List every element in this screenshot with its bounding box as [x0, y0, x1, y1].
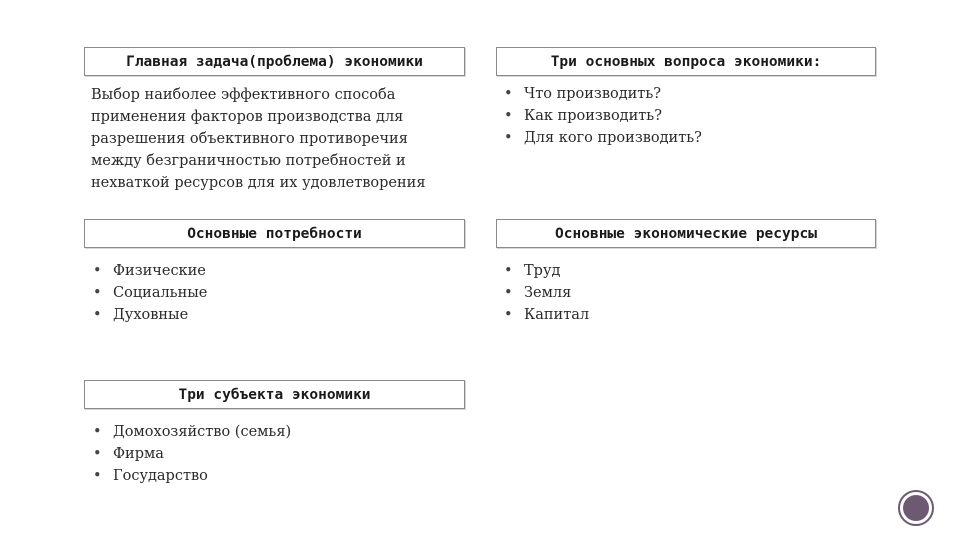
list-item: • Как производить?: [500, 105, 702, 127]
list-item: • Земля: [500, 282, 589, 304]
main-task-header: [84, 47, 465, 76]
list-item: • Капитал: [500, 304, 589, 326]
three-questions-header: [496, 47, 876, 76]
three-subjects-list: [89, 421, 291, 487]
main-task-text: Выбор наиболее эффективного способа применения факторов производства для разрешения объективного противоречия между безграничностью потребностей и нехваткой ресурсов для их удовлетворения: [91, 87, 426, 191]
economic-resources-header: [496, 219, 876, 248]
list-item: • Труд: [500, 260, 589, 282]
nav-circle-inner: [903, 495, 929, 521]
list-item: • Домохозяйство (семья): [89, 421, 291, 443]
list-item: • Что производить?: [500, 83, 702, 105]
slide-nav-circle-icon[interactable]: [898, 490, 934, 526]
list-item: • Для кого производить?: [500, 127, 702, 149]
main-task-title: Главная задача(проблема) экономики: [126, 53, 423, 70]
basic-needs-list: [89, 260, 207, 326]
economic-resources-list: [500, 260, 589, 326]
list-item: • Государство: [89, 465, 291, 487]
three-subjects-header: [84, 380, 465, 409]
list-item: • Фирма: [89, 443, 291, 465]
basic-needs-title: Основные потребности: [187, 225, 362, 242]
basic-needs-header: [84, 219, 465, 248]
list-item: • Социальные: [89, 282, 207, 304]
list-item: • Физические: [89, 260, 207, 282]
list-item: • Духовные: [89, 304, 207, 326]
three-questions-list: [500, 83, 702, 149]
three-subjects-title: Три субъекта экономики: [178, 386, 371, 403]
economic-resources-title: Основные экономические ресурсы: [555, 225, 817, 242]
three-questions-title: Три основных вопроса экономики:: [550, 53, 822, 70]
